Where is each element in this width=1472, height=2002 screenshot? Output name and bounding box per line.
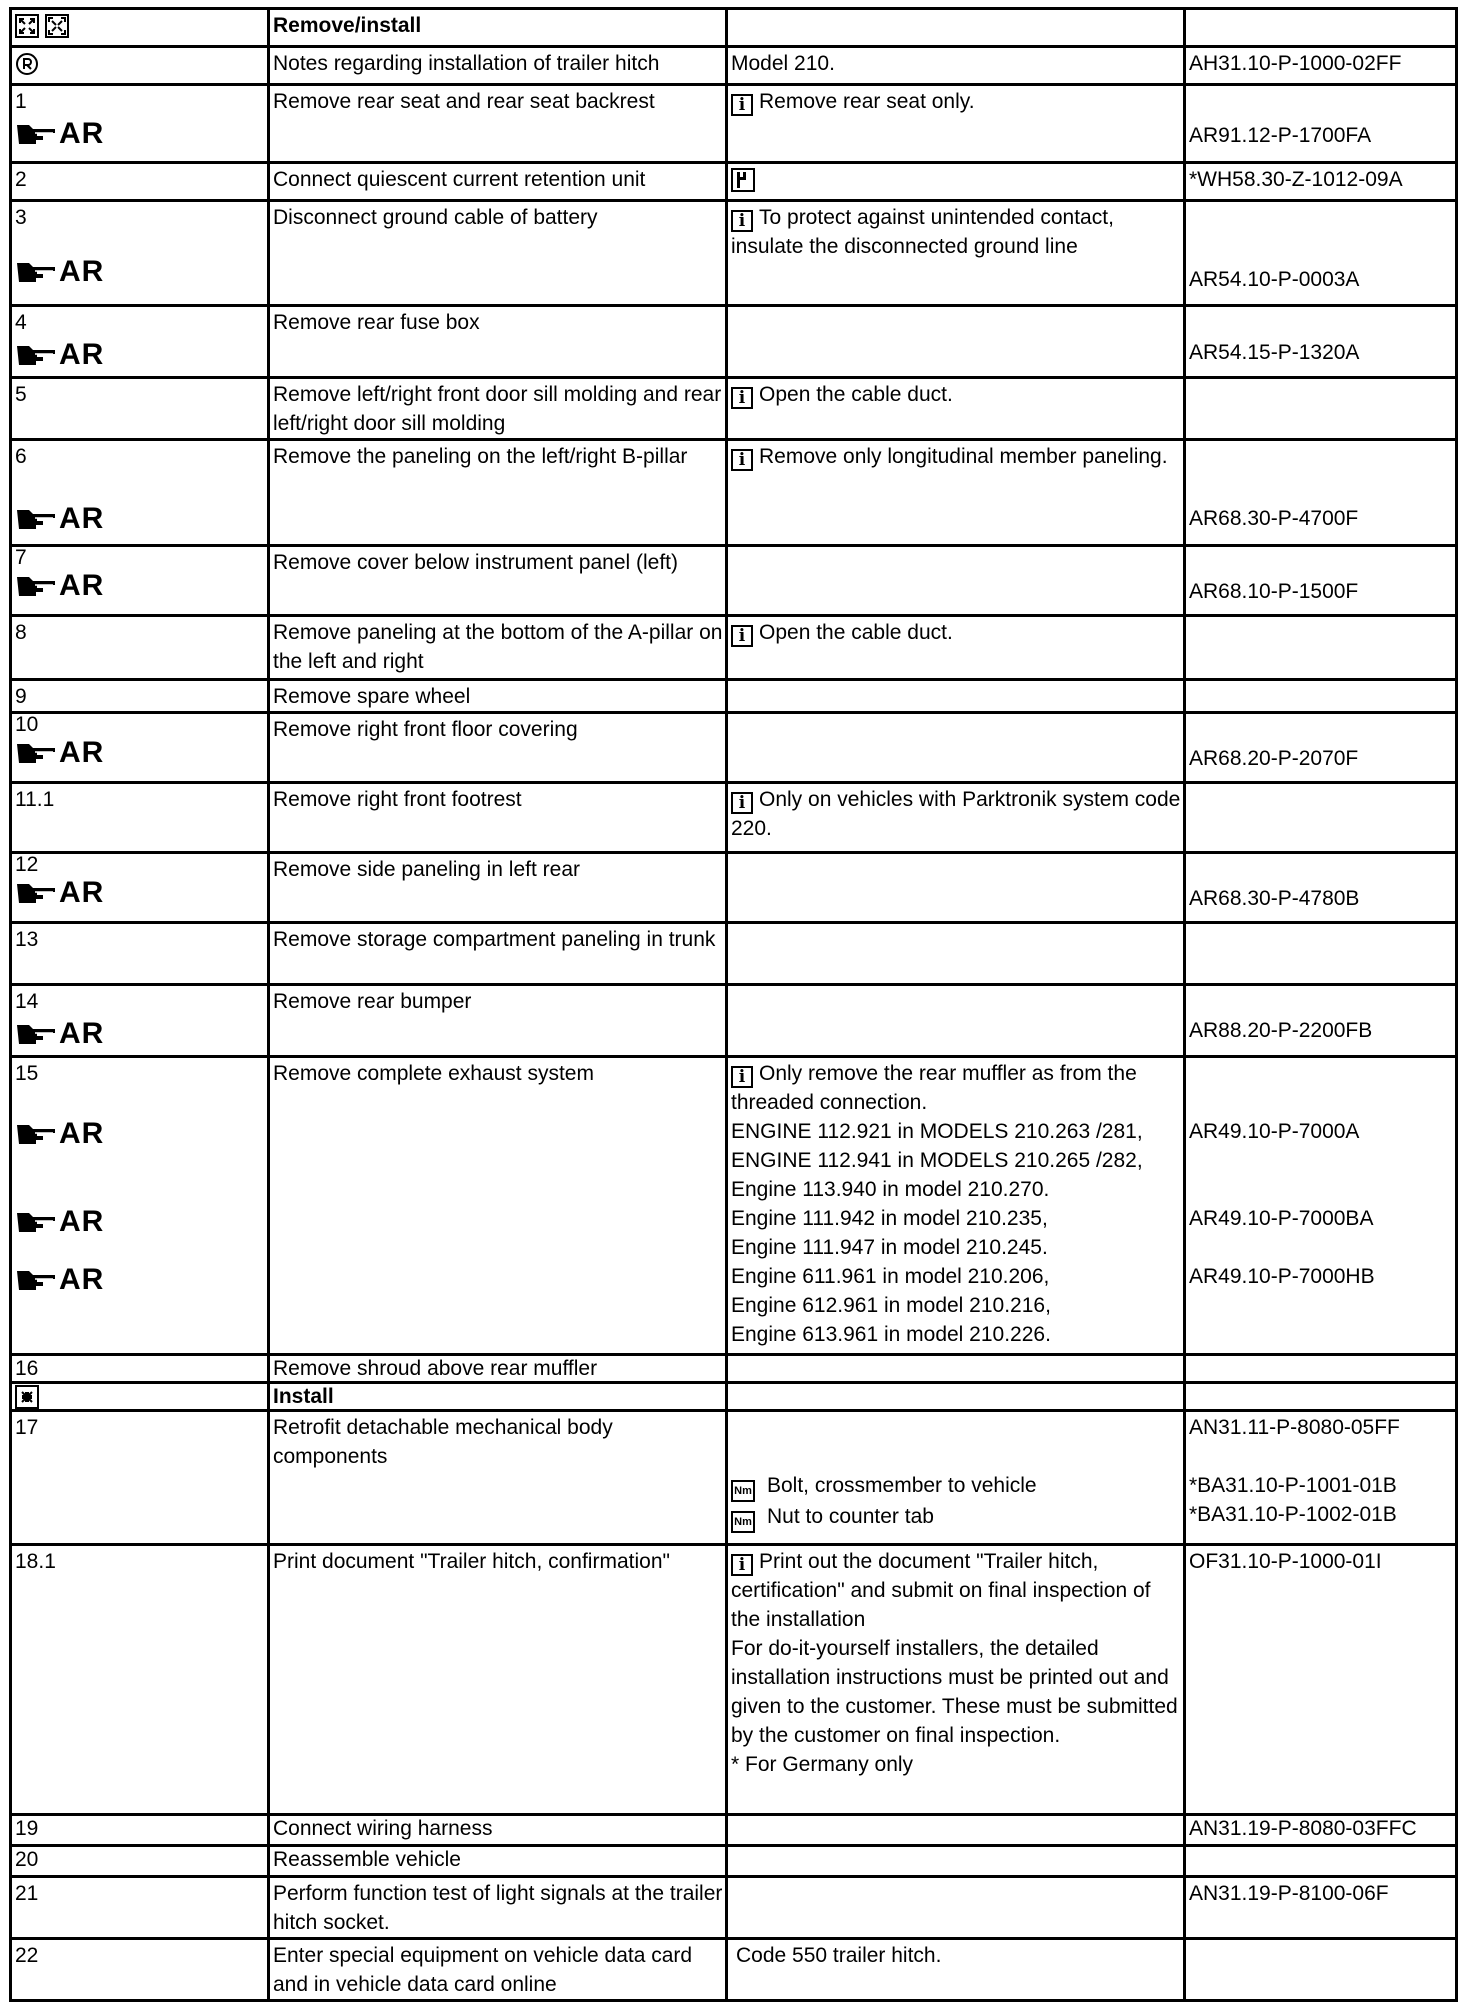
info-icon: i	[731, 210, 753, 232]
step-number: 19	[11, 1815, 269, 1846]
table-row	[11, 1877, 1457, 1939]
step-text: Remove the paneling on the left/right B-pillar	[269, 440, 727, 546]
step-text: Remove shroud above rear muffler	[269, 1355, 727, 1383]
doc-ref[interactable]: AR54.10-P-0003A	[1189, 268, 1360, 291]
torque-icon: Nm	[731, 1480, 755, 1502]
torque-note: Bolt, crossmember to vehicle	[767, 1474, 1037, 1497]
step-note: Print out the document "Trailer hitch, certification" and submit on final inspection of the installation	[731, 1550, 1151, 1631]
step-text: Remove left/right front door sill molding and rear left/right door sill molding	[269, 378, 727, 440]
ar-reference[interactable]: AR	[15, 877, 265, 909]
doc-ref[interactable]: AN31.11-P-8080-05FF	[1189, 1416, 1400, 1439]
table-row	[11, 1545, 1457, 1815]
pointing-hand-icon	[15, 573, 57, 599]
table-row	[11, 163, 1457, 201]
step-text: Remove rear fuse box	[269, 306, 727, 378]
doc-ref[interactable]: *BA31.10-P-1002-01B	[1189, 1503, 1397, 1526]
step-number: 16	[11, 1355, 269, 1383]
step-note: For do-it-yourself installers, the detailed installation instructions must be printed out and given to the customer. These must be submitted by the customer on final inspection.	[731, 1637, 1178, 1747]
engine-line: Engine 611.961 in model 210.206,	[731, 1265, 1050, 1288]
step-note: Open the cable duct.	[759, 621, 953, 644]
step-note: Open the cable duct.	[759, 383, 953, 406]
table-row	[11, 306, 1457, 378]
doc-ref[interactable]: AR88.20-P-2200FB	[1189, 1019, 1373, 1042]
step-text: Disconnect ground cable of battery	[269, 201, 727, 306]
step-text: Enter special equipment on vehicle data card and in vehicle data card online	[269, 1939, 727, 2001]
pointing-hand-icon	[15, 259, 57, 285]
ar-reference[interactable]: AR	[15, 118, 265, 150]
doc-ref[interactable]: *BA31.10-P-1001-01B	[1189, 1474, 1397, 1497]
table-row	[11, 1355, 1457, 1383]
engine-line: Engine 612.961 in model 210.216,	[731, 1294, 1051, 1317]
info-icon: i	[731, 1066, 753, 1088]
table-row	[11, 1411, 1457, 1545]
doc-ref[interactable]: OF31.10-P-1000-01I	[1185, 1545, 1457, 1815]
table-row	[11, 853, 1457, 923]
step-number: 9	[11, 680, 269, 713]
table-row	[11, 1846, 1457, 1877]
step-text: Reassemble vehicle	[269, 1846, 727, 1877]
step-number: 8	[11, 616, 269, 680]
table-row	[11, 201, 1457, 306]
table-row	[11, 923, 1457, 985]
step-text: Connect wiring harness	[269, 1815, 727, 1846]
info-icon: i	[731, 625, 753, 647]
doc-ref[interactable]: AR68.30-P-4700F	[1189, 507, 1359, 530]
ar-reference[interactable]: AR	[15, 1118, 265, 1150]
step-number: 10	[15, 713, 39, 736]
pointing-hand-icon	[15, 1267, 57, 1293]
ar-reference[interactable]: AR	[15, 1264, 265, 1296]
doc-ref[interactable]: AR49.10-P-7000A	[1189, 1120, 1360, 1143]
ar-reference[interactable]: AR	[15, 737, 265, 769]
doc-ref[interactable]: *WH58.30-Z-1012-09A	[1185, 163, 1457, 201]
doc-ref[interactable]: AR49.10-P-7000HB	[1189, 1265, 1375, 1288]
table-row	[11, 546, 1457, 616]
step-text: Remove cover below instrument panel (left)	[269, 546, 727, 616]
engine-line: Engine 111.942 in model 210.235,	[731, 1207, 1048, 1230]
step-number: 17	[11, 1411, 269, 1545]
table-row	[11, 985, 1457, 1057]
engine-line: Engine 111.947 in model 210.245.	[731, 1236, 1048, 1259]
ar-reference[interactable]: AR	[15, 339, 265, 371]
step-note: Remove only longitudinal member paneling.	[759, 445, 1168, 468]
step-text: Remove right front footrest	[269, 783, 727, 853]
doc-ref[interactable]: AR68.10-P-1500F	[1189, 580, 1359, 603]
step-number: 13	[11, 923, 269, 985]
doc-ref[interactable]: AR68.30-P-4780B	[1189, 887, 1360, 910]
step-text: Remove complete exhaust system	[269, 1057, 727, 1355]
workshop-hint-icon	[731, 168, 755, 192]
doc-ref[interactable]: AH31.10-P-1000-02FF	[1185, 47, 1457, 85]
step-number: 14	[15, 990, 39, 1013]
step-text: Retrofit detachable mechanical body components	[269, 1411, 727, 1545]
remove-install-icon	[15, 14, 39, 38]
info-icon: i	[731, 387, 753, 409]
step-text: Notes regarding installation of trailer hitch	[269, 47, 727, 85]
step-note: * For Germany only	[731, 1753, 914, 1776]
doc-ref[interactable]: AR49.10-P-7000BA	[1189, 1207, 1374, 1230]
engine-line: ENGINE 112.941 in MODELS 210.265 /282,	[731, 1149, 1143, 1172]
step-number: 20	[11, 1846, 269, 1877]
step-number: 3	[15, 206, 27, 229]
info-icon: i	[731, 792, 753, 814]
doc-ref[interactable]: AN31.19-P-8080-03FFC	[1185, 1815, 1457, 1846]
engine-line: ENGINE 112.921 in MODELS 210.263 /281,	[731, 1120, 1143, 1143]
ar-reference[interactable]: AR	[15, 570, 265, 602]
step-number: 22	[11, 1939, 269, 2001]
table-row	[11, 680, 1457, 713]
step-number: 21	[11, 1877, 269, 1939]
step-number: 15	[15, 1062, 39, 1085]
ar-reference[interactable]: AR	[15, 1018, 265, 1050]
step-note: To protect against unintended contact, insulate the disconnected ground line	[731, 206, 1114, 258]
doc-ref[interactable]: AR91.12-P-1700FA	[1189, 124, 1372, 147]
table-row	[11, 1939, 1457, 2001]
torque-icon: Nm	[731, 1511, 755, 1533]
step-number: 18.1	[11, 1545, 269, 1815]
step-text: Print document "Trailer hitch, confirmation"	[269, 1545, 727, 1815]
pointing-hand-icon	[15, 1121, 57, 1147]
step-number: 4	[15, 311, 27, 334]
engine-line: Engine 113.940 in model 210.270.	[731, 1178, 1050, 1201]
step-number: 7	[15, 546, 27, 569]
table-row	[11, 783, 1457, 853]
step-number: 1	[15, 90, 27, 113]
step-number: 2	[11, 163, 269, 201]
step-text: Perform function test of light signals at the trailer hitch socket.	[269, 1877, 727, 1939]
step-note: Only remove the rear muffler as from the threaded connection.	[731, 1062, 1137, 1114]
table-row	[11, 378, 1457, 440]
ar-reference[interactable]: AR	[15, 256, 265, 288]
pointing-hand-icon	[15, 121, 57, 147]
procedure-table	[9, 7, 1458, 2002]
pointing-hand-icon	[15, 1209, 57, 1235]
step-note: Model 210.	[727, 47, 1185, 85]
step-number: 6	[15, 445, 27, 468]
table-row	[11, 85, 1457, 163]
step-note: Code 550 trailer hitch.	[727, 1939, 1185, 2001]
info-icon: i	[731, 449, 753, 471]
ar-reference[interactable]: AR	[15, 503, 265, 535]
table-row	[11, 47, 1457, 85]
install-icon	[15, 1385, 39, 1409]
step-text: Remove paneling at the bottom of the A-pillar on the left and right	[269, 616, 727, 680]
table-row	[11, 1383, 1457, 1411]
step-text: Remove right front floor covering	[269, 713, 727, 783]
info-icon: i	[731, 1554, 753, 1576]
step-number: 12	[15, 853, 39, 876]
step-text: Remove spare wheel	[269, 680, 727, 713]
pointing-hand-icon	[15, 506, 57, 532]
pointing-hand-icon	[15, 342, 57, 368]
step-text: Remove storage compartment paneling in trunk	[269, 923, 727, 985]
notes-icon	[15, 52, 39, 76]
table-row	[11, 616, 1457, 680]
table-row	[11, 713, 1457, 783]
remove-install-icon	[45, 14, 69, 38]
pointing-hand-icon	[15, 740, 57, 766]
table-row	[11, 440, 1457, 546]
section-heading: Install	[269, 1383, 727, 1411]
doc-ref[interactable]: AR54.15-P-1320A	[1189, 341, 1360, 364]
step-number: 11.1	[11, 783, 269, 853]
step-number: 5	[11, 378, 269, 440]
step-text: Remove rear seat and rear seat backrest	[269, 85, 727, 163]
info-icon: i	[731, 94, 753, 116]
engine-line: Engine 613.961 in model 210.226.	[731, 1323, 1051, 1346]
table-row	[11, 9, 1457, 47]
torque-note: Nut to counter tab	[767, 1505, 934, 1528]
step-note: Remove rear seat only.	[759, 90, 975, 113]
table-row	[11, 1057, 1457, 1355]
section-heading: Remove/install	[269, 9, 727, 47]
ar-reference[interactable]: AR	[15, 1206, 265, 1238]
doc-ref[interactable]: AR68.20-P-2070F	[1189, 747, 1359, 770]
step-note: Only on vehicles with Parktronik system code 220.	[731, 788, 1181, 840]
table-row	[11, 1815, 1457, 1846]
step-text: Connect quiescent current retention unit	[269, 163, 727, 201]
pointing-hand-icon	[15, 880, 57, 906]
doc-ref[interactable]: AN31.19-P-8100-06F	[1185, 1877, 1457, 1939]
pointing-hand-icon	[15, 1021, 57, 1047]
step-text: Remove side paneling in left rear	[269, 853, 727, 923]
step-text: Remove rear bumper	[269, 985, 727, 1057]
